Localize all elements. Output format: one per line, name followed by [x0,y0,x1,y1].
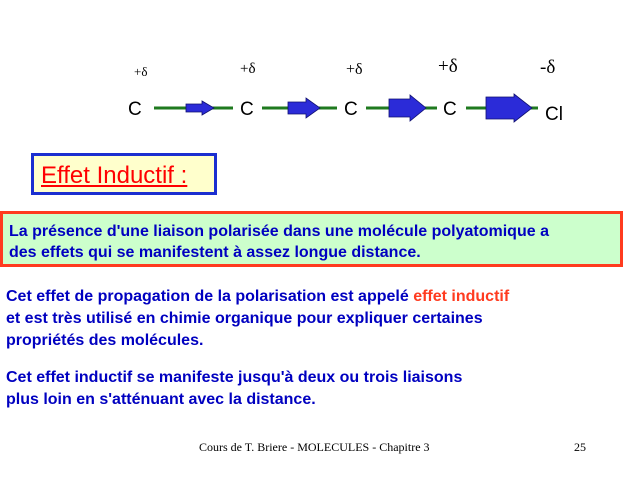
paragraph-2-line-2: plus loin en s'atténuant avec la distance. [6,391,316,408]
atom-label: C [443,99,457,120]
atom-label: C [240,99,254,120]
polarization-arrow-3 [389,95,426,121]
polarization-arrow-1 [186,101,214,115]
definition-box [0,211,623,267]
definition-line-2: des effets qui se manifestent à assez longue distance. [9,244,421,261]
paragraph-1-line-3: propriétés des molécules. [6,332,204,349]
polarization-arrow-4 [486,94,532,122]
charge-label: -δ [540,57,556,78]
atom-label: C [128,99,142,120]
charge-label: +δ [240,61,256,77]
charge-label: +δ [438,56,458,77]
atom-label: C [344,99,358,120]
inductive-chain-diagram [0,0,640,140]
atom-label: Cl [545,104,563,125]
definition-line-1: La présence d'une liaison polarisée dans une molécule polyatomique a [9,223,549,240]
slide-title: Effet Inductif : [41,162,188,189]
paragraph-2-line-1: Cet effet inductif se manifeste jusqu'à deux ou trois liaisons [6,369,463,386]
charge-label: +δ [134,64,148,79]
charge-label: +δ [346,61,363,78]
polarization-arrow-2 [288,98,320,118]
page-number: 25 [574,440,586,454]
paragraph-propagation [6,286,509,352]
footer-course: Cours de T. Briere - MOLECULES - Chapitre 3 [199,440,430,454]
paragraph-1-line-2: et est très utilisé en chimie organique pour expliquer certaines [6,310,483,327]
title-box [31,153,217,195]
paragraph-1-line-1 [6,286,509,308]
paragraph-1-text: Cet effet de propagation de la polarisation est appelé [6,288,414,305]
paragraph-attenuation [6,367,462,411]
highlight-term: effet inductif [413,288,510,305]
